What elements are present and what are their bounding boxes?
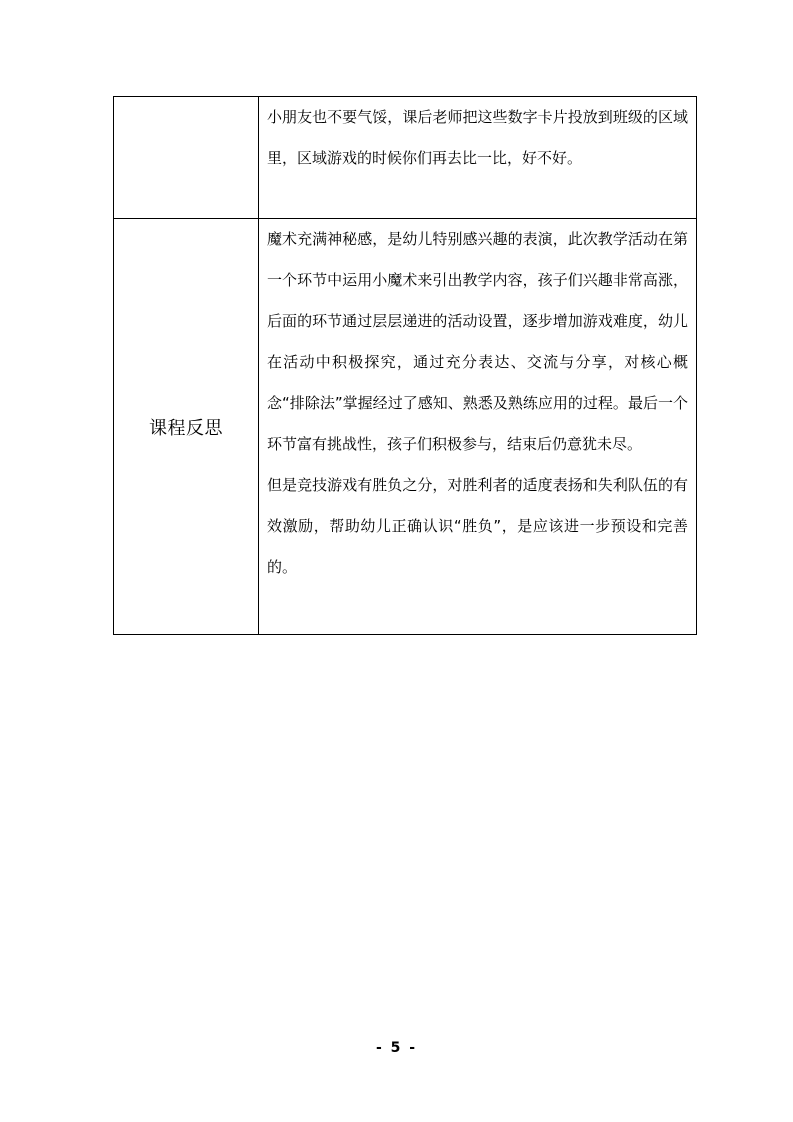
lesson-table bbox=[113, 96, 697, 635]
course-reflection-content bbox=[259, 219, 697, 635]
page-number: - 5 - bbox=[375, 1040, 418, 1056]
table-row bbox=[114, 97, 697, 219]
paragraph: 魔术充满神秘感，是幼儿特别感兴趣的表演，此次教学活动在第一个环节中运用小魔术来引出教学内容，孩子们兴趣非常高涨，后面的环节通过层层递进的活动设置，逐步增加游戏难度，幼儿在活动中积极探究，通过充分表达、交流与分享，对核心概念“排除法”掌握经过了感知、熟悉及熟练应用的过程。最后一个环节富有挑战性，孩子们积极参与，结束后仍意犹未尽。 bbox=[267, 230, 688, 453]
paragraph: 但是竞技游戏有胜负之分，对胜利者的适度表扬和失利队伍的有效激励，帮助幼儿正确认识“胜负”，是应该进一步预设和完善的。 bbox=[267, 476, 688, 576]
course-reflection-label: 课程反思 bbox=[114, 219, 259, 635]
row-label-cell bbox=[114, 97, 259, 219]
paragraph: 小朋友也不要气馁，课后老师把这些数字卡片投放到班级的区域里，区域游戏的时候你们再去比一比，好不好。 bbox=[267, 108, 688, 167]
table-row bbox=[114, 219, 697, 635]
row-content-cell bbox=[259, 97, 697, 219]
